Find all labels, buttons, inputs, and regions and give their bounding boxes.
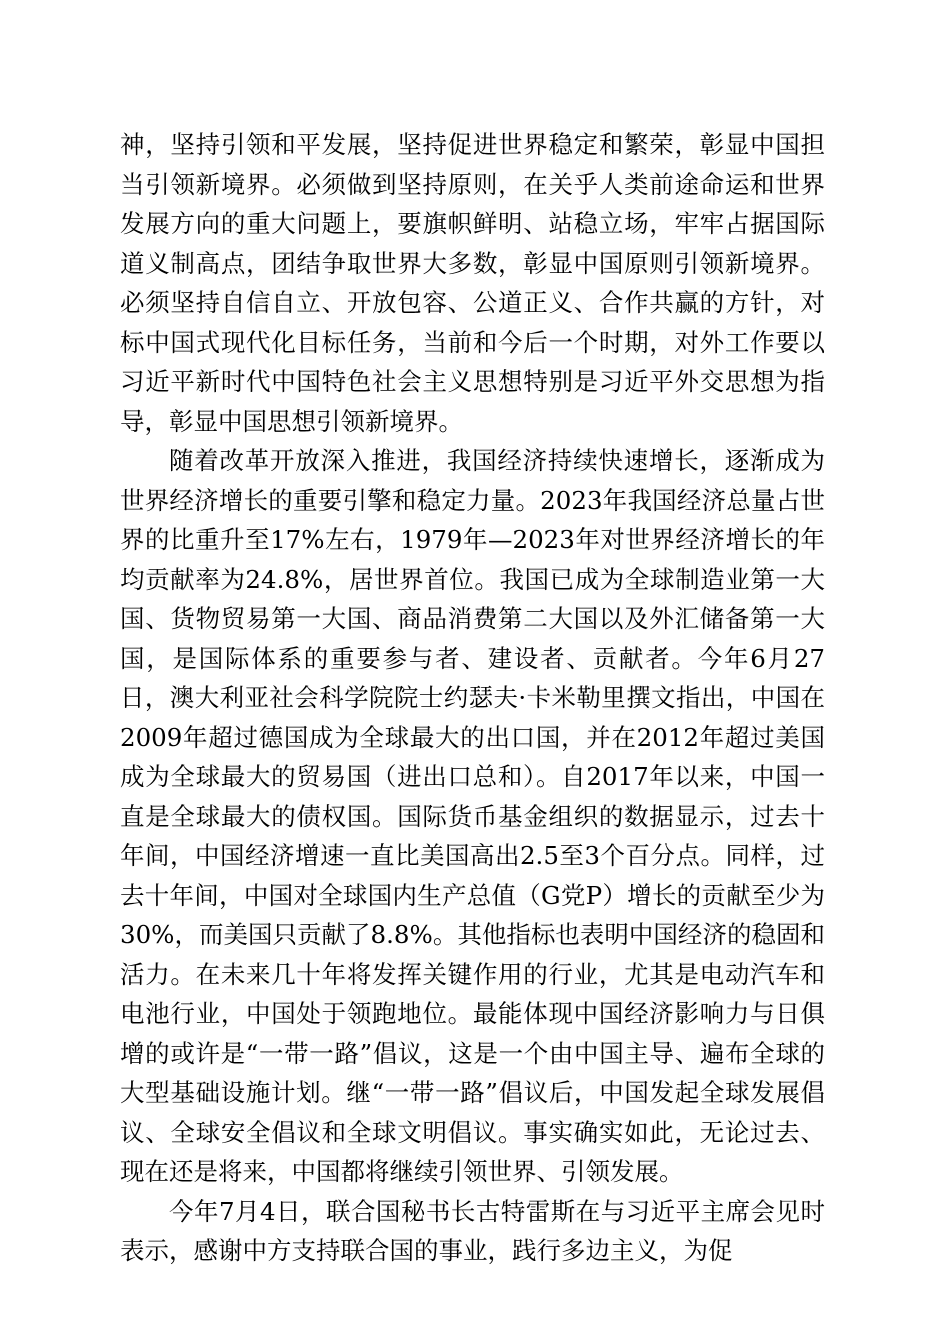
paragraph-1: 神，坚持引领和平发展，坚持促进世界稳定和繁荣，彰显中国担当引领新境界。必须做到坚持原则，在关乎人类前途命运和世界发展方向的重大问题上，要旗帜鲜明、站稳立场，牢牢占据国际道义制高点，团结争取世界大多数，彰显中国原则引领新境界。必须坚持自信自立、开放包容、公道正义、合作共赢的方针，对标中国式现代化目标任务，当前和今后一个时期，对外工作要以习近平新时代中国特色社会主义思想特别是习近平外交思想为指导，彰显中国思想引领新境界。 [120,130,825,436]
document-page [120,125,825,1271]
paragraph-2: 随着改革开放深入推进，我国经济持续快速增长，逐渐成为世界经济增长的重要引擎和稳定力量。2023年我国经济总量占世界的比重升至17%左右，1979年—2023年对世界经济增长的年均贡献率为24.8%，居世界首位。我国已成为全球制造业第一大国、货物贸易第一大国、商品消费第二大国以及外汇储备第一大国，是国际体系的重要参与者、建设者、贡献者。今年6月27日，澳大利亚社会科学院院士约瑟夫·卡米勒里撰文指出，中国在2009年超过德国成为全球最大的出口国，并在2012年超过美国成为全球最大的贸易国（进出口总和）。自2017年以来，中国一直是全球最大的债权国。国际货币基金组织的数据显示，过去十年间，中国经济增速一直比美国高出2.5至3个百分点。同样，过去十年间，中国对全球国内生产总值（G党P）增长的贡献至少为30%，而美国只贡献了8.8%。其他指标也表明中国经济的稳固和活力。在未来几十年将发挥关键作用的行业，尤其是电动汽车和电池行业，中国处于领跑地位。最能体现中国经济影响力与日俱增的或许是“一带一路”倡议，这是一个由中国主导、遍布全球的大型基础设施计划。继“一带一路”倡议后，中国发起全球发展倡议、全球安全倡议和全球文明倡议。事实确实如此，无论过去、现在还是将来，中国都将继续引领世界、引领发展。 [120,446,825,1186]
paragraph-3: 今年7月4日，联合国秘书长古特雷斯在与习近平主席会见时表示，感谢中方支持联合国的事业，践行多边主义，为促 [120,1196,825,1265]
